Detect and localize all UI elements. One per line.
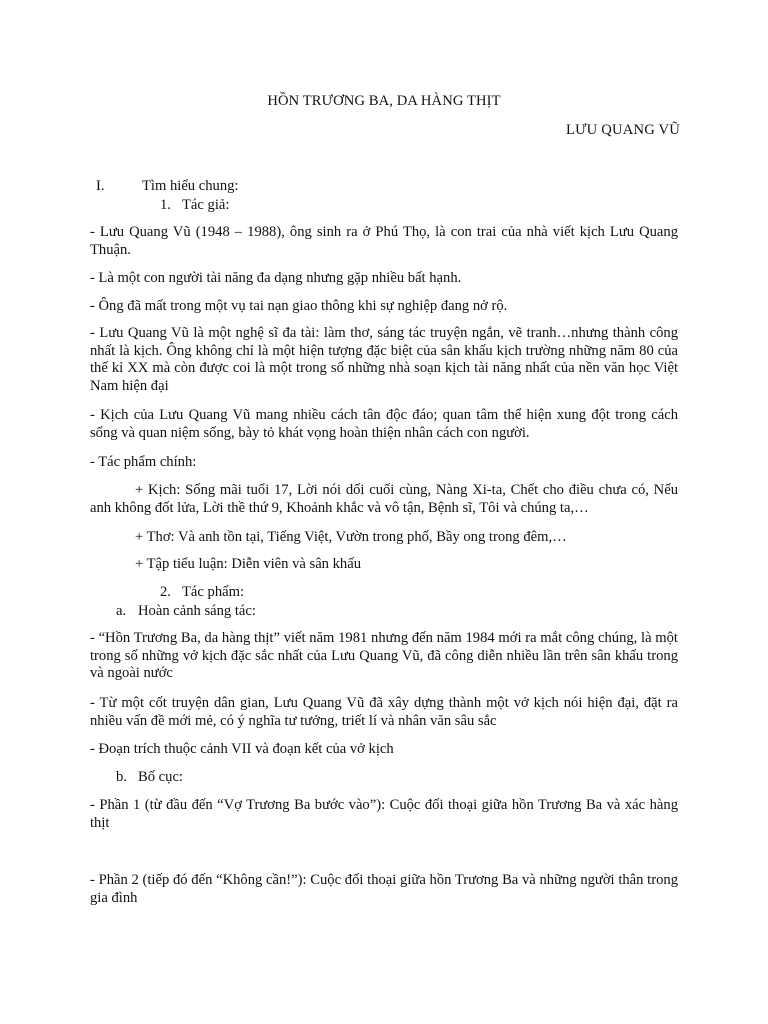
section-number: I. xyxy=(96,178,105,194)
paragraph: - Từ một cốt truyện dân gian, Lưu Quang Vũ đã xây dựng thành một vở kịch nói hiện đại, đặt ra nhiều vấn đề mới mẻ, có ý nghĩa tư tưởng, triết lí và nhân văn sâu sắc xyxy=(90,695,678,729)
paragraph: - Kịch của Lưu Quang Vũ mang nhiều cách tân độc đáo; quan tâm thể hiện xung đột trong cách sống và quan niệm sống, bày tỏ khát vọng hoàn thiện nhân cách con người. xyxy=(90,407,678,441)
section-title: Tìm hiểu chung: xyxy=(142,178,239,194)
paragraph: - Đoạn trích thuộc cảnh VII và đoạn kết của vở kịch xyxy=(90,741,394,757)
works-list-item: + Tập tiểu luận: Diễn viên và sân khấu xyxy=(135,556,361,572)
sub-subsection-title: Bố cục: xyxy=(138,769,183,785)
document-author: LƯU QUANG VŨ xyxy=(566,122,680,138)
paragraph: - Lưu Quang Vũ (1948 – 1988), ông sinh ra ở Phú Thọ, là con trai của nhà viết kịch Lưu Quang Thuận. xyxy=(90,224,678,258)
paragraph: - Tác phẩm chính: xyxy=(90,454,197,470)
sub-subsection-title: Hoàn cảnh sáng tác: xyxy=(138,603,256,619)
subsection-heading-1 xyxy=(160,197,229,214)
paragraph: - Ông đã mất trong một vụ tai nạn giao thông khi sự nghiệp đang nở rộ. xyxy=(90,298,508,314)
subsection-heading-2 xyxy=(160,584,244,601)
subsection-title: Tác giả: xyxy=(182,197,230,213)
sub-subsection-number: b. xyxy=(116,769,127,785)
section-heading-1 xyxy=(96,178,238,195)
paragraph: - Lưu Quang Vũ là một nghệ sĩ đa tài: làm thơ, sáng tác truyện ngắn, vẽ tranh…nhưng thành công nhất là kịch. Ông không chỉ là một hiện tượng đặc biệt của sân khấu kịch trường những năm 80 của thế kỉ XX mà còn được coi là một trong số những nhà soạn kịch tài năng nhất của nền văn học Việt Nam hiện đại xyxy=(90,325,678,394)
paragraph: - “Hồn Trương Ba, da hàng thịt” viết năm 1981 nhưng đến năm 1984 mới ra mắt công chúng, là một trong số những vở kịch đặc sắc nhất của Lưu Quang Vũ, đã công diễn nhiều lần trên sân khấu trong và ngoài nước xyxy=(90,630,678,681)
sub-subsection-heading-a xyxy=(116,603,256,620)
works-list-item: + Thơ: Và anh tồn tại, Tiếng Việt, Vườn trong phố, Bầy ong trong đêm,… xyxy=(135,529,567,545)
document-title: HỒN TRƯƠNG BA, DA HÀNG THỊT xyxy=(267,93,501,109)
paragraph: - Là một con người tài năng đa dạng nhưng gặp nhiều bất hạnh. xyxy=(90,270,462,286)
subsection-number: 2. xyxy=(160,584,171,600)
paragraph: - Phần 2 (tiếp đó đến “Không cần!”): Cuộc đối thoại giữa hồn Trương Ba và những người thân trong gia đình xyxy=(90,872,678,906)
paragraph: - Phần 1 (từ đầu đến “Vợ Trương Ba bước vào”): Cuộc đối thoại giữa hồn Trương Ba và xác hàng thịt xyxy=(90,797,678,831)
subsection-number: 1. xyxy=(160,197,171,213)
sub-subsection-number: a. xyxy=(116,603,127,619)
works-list-item: + Kịch: Sống mãi tuổi 17, Lời nói dối cuối cùng, Nàng Xi-ta, Chết cho điều chưa có, Nếu anh không đốt lửa, Lời thề thứ 9, Khoảnh khắc và vô tận, Bệnh sĩ, Tôi và chúng ta,… xyxy=(90,482,678,516)
sub-subsection-heading-b xyxy=(116,769,183,786)
subsection-title: Tác phẩm: xyxy=(182,584,244,600)
